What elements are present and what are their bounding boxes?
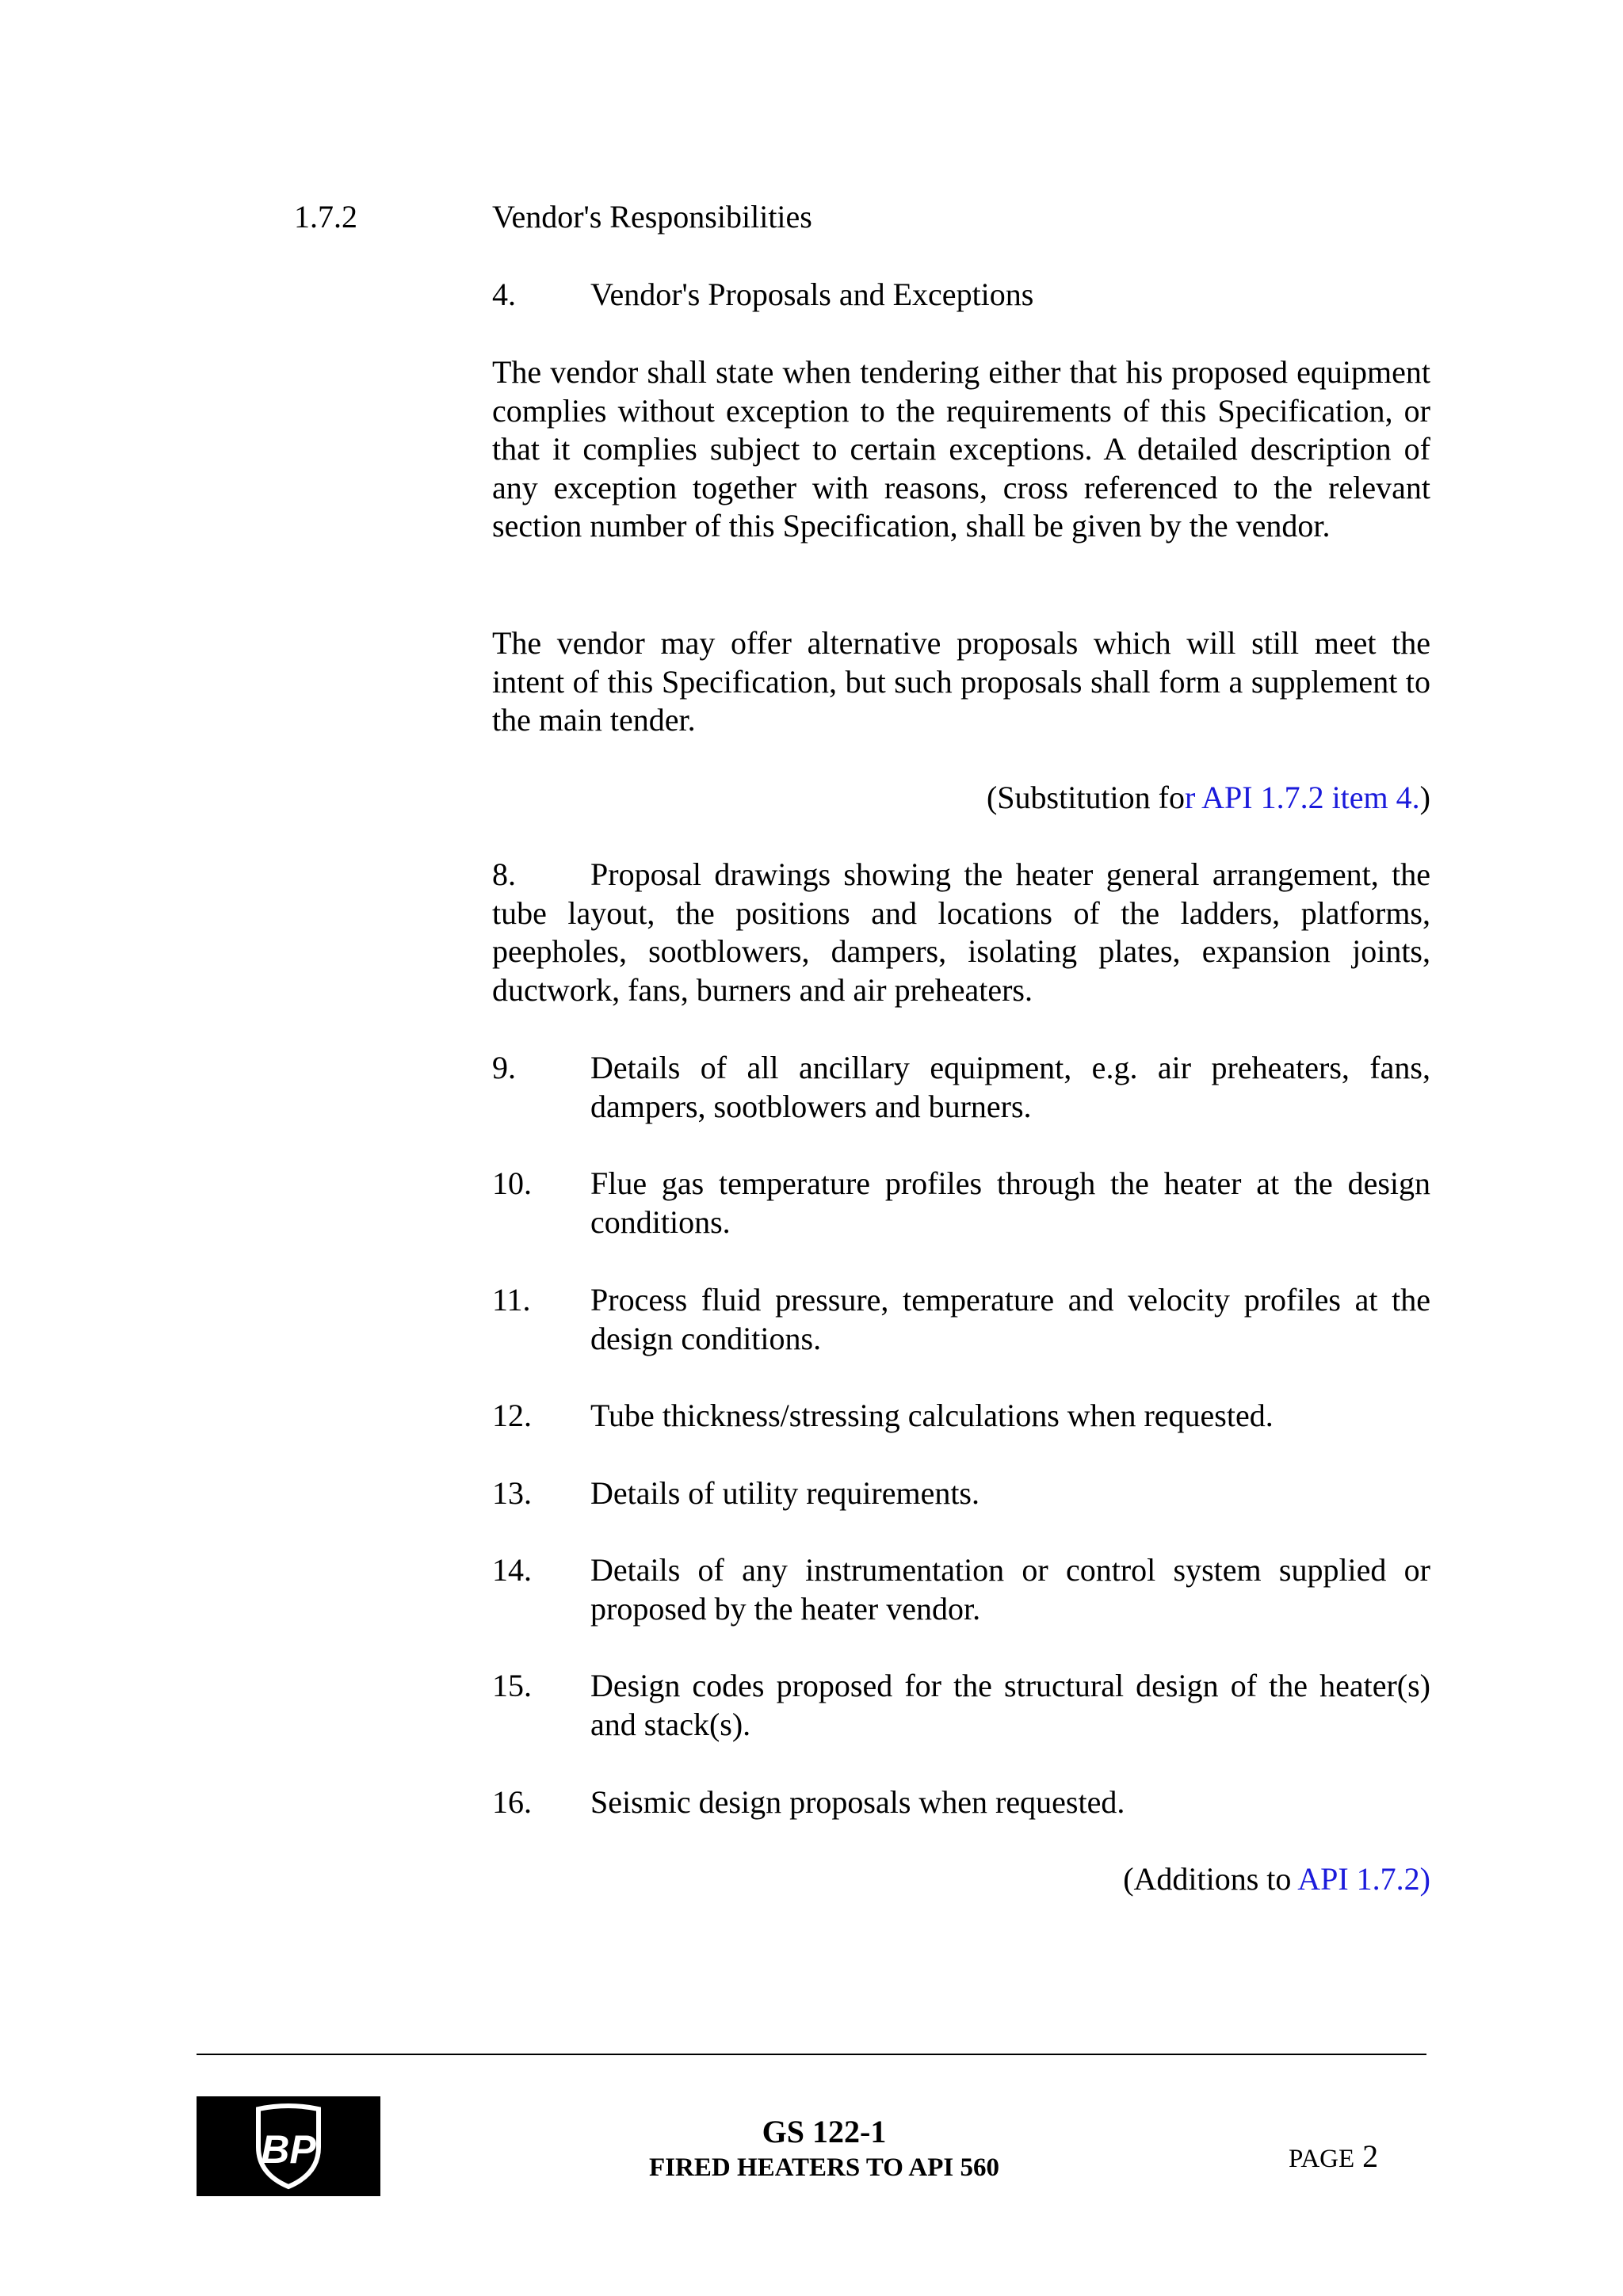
section-number: 1.7.2	[294, 199, 357, 235]
section-title: Vendor's Responsibilities	[492, 199, 812, 235]
subsection-title: Vendor's Proposals and Exceptions	[590, 277, 1034, 312]
page-number: 2	[1362, 2138, 1379, 2174]
substitution-note	[492, 779, 1430, 818]
substitution-link[interactable]: r API 1.7.2 item 4.	[1185, 780, 1420, 815]
bp-logo	[197, 2096, 380, 2196]
list-item-number: 9.	[492, 1050, 516, 1085]
doc-number: GS 122-1	[762, 2114, 887, 2149]
list-item-text: Flue gas temperature profiles through the heater at the design conditions.	[590, 1165, 1430, 1240]
list-item-number: 13.	[492, 1475, 532, 1511]
list-item-number: 14.	[492, 1552, 532, 1588]
substitution-note-prefix: (Substitution fo	[986, 780, 1185, 815]
additions-note-prefix: (Additions to	[1123, 1861, 1298, 1897]
page-indicator	[1289, 2138, 1379, 2175]
list-item-8	[492, 856, 1430, 1009]
list-item-number: 12.	[492, 1398, 532, 1433]
list-item-number: 16.	[492, 1784, 532, 1820]
list-item-text: Seismic design proposals when requested.	[590, 1784, 1125, 1820]
list-item-text: Details of all ancillary equipment, e.g. air preheaters, fans, dampers, sootblowers and burners.	[590, 1050, 1430, 1124]
bp-logo-text: BP	[261, 2127, 316, 2172]
list-item-text: Design codes proposed for the structural design of the heater(s) and stack(s).	[590, 1668, 1430, 1742]
substitution-note-suffix: )	[1419, 780, 1430, 815]
list-item-number: 8.	[492, 856, 516, 892]
list-item-text: Details of any instrumentation or control system supplied or proposed by the heater vendor.	[590, 1552, 1430, 1627]
list-item-number: 15.	[492, 1668, 532, 1703]
additions-link[interactable]: API 1.7.2)	[1297, 1861, 1430, 1897]
additions-note	[492, 1860, 1430, 1899]
footer-divider	[197, 2054, 1426, 2055]
list-item-number: 10.	[492, 1165, 532, 1201]
list-item-text: Details of utility requirements.	[590, 1475, 980, 1511]
bp-shield-icon	[197, 2096, 380, 2196]
list-item-text: Proposal drawings showing the heater general arrangement, the tube layout, the positions and locations of the ladders, platforms, peepholes, sootblowers, dampers, isolating plates, expansion joints, ductwork, fans, burners and air preheaters.	[492, 856, 1430, 1008]
list-item-text: Process fluid pressure, temperature and velocity profiles at the design conditions.	[590, 1282, 1430, 1356]
page-label: PAGE	[1289, 2145, 1355, 2173]
subsection-number: 4.	[492, 277, 516, 312]
paragraph-exceptions: The vendor shall state when tendering either that his proposed equipment complies without exception to the requirements of this Specification, or that it complies subject to certain exceptions. A detailed description of any exception together with reasons, cross referenced to the relevant section number of this Specification, shall be given by the vendor.	[492, 354, 1430, 543]
list-item-number: 11.	[492, 1282, 531, 1318]
doc-title: FIRED HEATERS TO API 560	[649, 2153, 999, 2182]
paragraph-alternatives: The vendor may offer alternative proposals which will still meet the intent of this Specification, but such proposals shall form a supplement to the main tender.	[492, 625, 1430, 738]
list-item-text: Tube thickness/stressing calculations when requested.	[590, 1398, 1274, 1433]
